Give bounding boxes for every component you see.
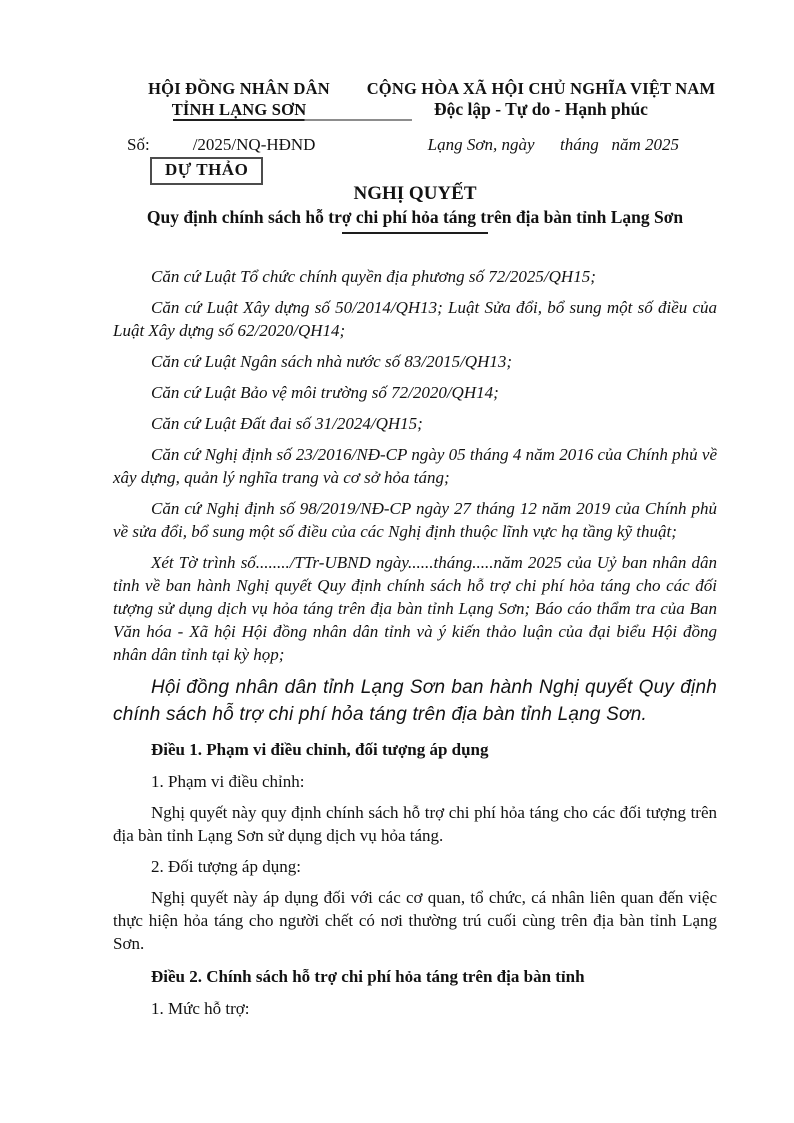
issuer-line1: HỘI ĐỒNG NHÂN DÂN	[148, 79, 330, 98]
doc-title: NGHỊ QUYẾT	[353, 183, 477, 204]
article-1-paragraph: Nghị quyết này áp dụng đối với các cơ quan, tổ chức, cá nhân liên quan đến việc thực hiện hỏa táng cho người chết có nơi thường trú cuối cùng trên địa bàn tỉnh Lạng Sơn.	[113, 888, 717, 953]
article-2-paragraph: 1. Mức hỗ trợ:	[151, 999, 250, 1018]
preamble-paragraph: Xét Tờ trình số......../TTr-UBND ngày......tháng.....năm 2025 của Uỷ ban nhân dân tỉnh về ban hành Nghị quyết Quy định chính sách hỗ trợ chi phí hỏa táng cho các đối tượng sử dụng dịch vụ hỏa táng trên địa bàn tỉnh Lạng Sơn; Báo cáo thẩm tra của Ban Văn hóa - Xã hội Hội đồng nhân dân tỉnh và ý kiến thảo luận của đại biểu Hội đồng nhân dân tỉnh tại kỳ họp;	[113, 553, 717, 664]
article-1-heading: Điều 1. Phạm vi điều chỉnh, đối tượng áp dụng	[151, 740, 489, 759]
draft-label: DỰ THẢO	[165, 160, 249, 179]
subtitle-rule	[342, 232, 488, 234]
title-block	[113, 183, 717, 234]
preamble-paragraph: Căn cứ Nghị định số 98/2019/NĐ-CP ngày 27 tháng 12 năm 2019 của Chính phủ về sửa đổi, bổ sung một số điều của các Nghị định thuộc lĩnh vực hạ tầng kỹ thuật;	[113, 499, 717, 541]
national-header	[365, 78, 717, 120]
doc-number-value: /2025/NQ-HĐND	[192, 135, 316, 154]
article-2-heading: Điều 2. Chính sách hỗ trợ chi phí hỏa táng trên địa bàn tỉnh	[151, 967, 585, 986]
article-1-paragraph: Nghị quyết này quy định chính sách hỗ trợ chi phí hỏa táng cho các đối tượng trên địa bàn tỉnh Lạng Sơn sử dụng dịch vụ hỏa táng.	[113, 803, 717, 845]
preamble-paragraph: Căn cứ Luật Ngân sách nhà nước số 83/2015/QH13;	[151, 352, 513, 371]
doc-number	[113, 135, 315, 155]
national-title: CỘNG HÒA XÃ HỘI CHỦ NGHĨA VIỆT NAM	[366, 79, 716, 98]
article-1-paragraph: 2. Đối tượng áp dụng:	[151, 857, 301, 876]
place-date: Lạng Sơn, ngày tháng năm 2025	[427, 135, 679, 154]
preamble-paragraph: Căn cứ Luật Tổ chức chính quyền địa phương số 72/2025/QH15;	[151, 267, 596, 286]
national-motto: Độc lập - Tự do - Hạnh phúc	[434, 99, 648, 119]
issuer-line2: TỈNH LẠNG SƠN	[171, 100, 307, 119]
document-body	[113, 265, 717, 1020]
draft-stamp-box	[150, 157, 263, 185]
header-underline-rule	[173, 119, 412, 121]
issuing-authority	[113, 78, 365, 120]
number-date-row	[113, 135, 717, 155]
doc-number-label: Số:	[127, 135, 150, 154]
preamble-paragraph: Căn cứ Nghị định số 23/2016/NĐ-CP ngày 05 tháng 4 năm 2016 của Chính phủ về xây dựng, quản lý nghĩa trang và cơ sở hỏa táng;	[113, 445, 717, 487]
preamble-paragraph: Căn cứ Luật Xây dựng số 50/2014/QH13; Luật Sửa đổi, bổ sung một số điều của Luật Xây dựng số 62/2020/QH14;	[113, 298, 717, 340]
document-header	[113, 78, 717, 120]
preamble-paragraph: Căn cứ Luật Đất đai số 31/2024/QH15;	[151, 414, 423, 433]
doc-subtitle: Quy định chính sách hỗ trợ chi phí hỏa táng trên địa bàn tỉnh Lạng Sơn	[146, 207, 684, 227]
preamble-paragraph: Căn cứ Luật Bảo vệ môi trường số 72/2020/QH14;	[151, 383, 499, 402]
enacting-clause: Hội đồng nhân dân tỉnh Lạng Sơn ban hành Nghị quyết Quy định chính sách hỗ trợ chi phí hỏa táng trên địa bàn tỉnh Lạng Sơn.	[113, 677, 717, 725]
article-1-paragraph: 1. Phạm vi điều chỉnh:	[151, 772, 305, 791]
